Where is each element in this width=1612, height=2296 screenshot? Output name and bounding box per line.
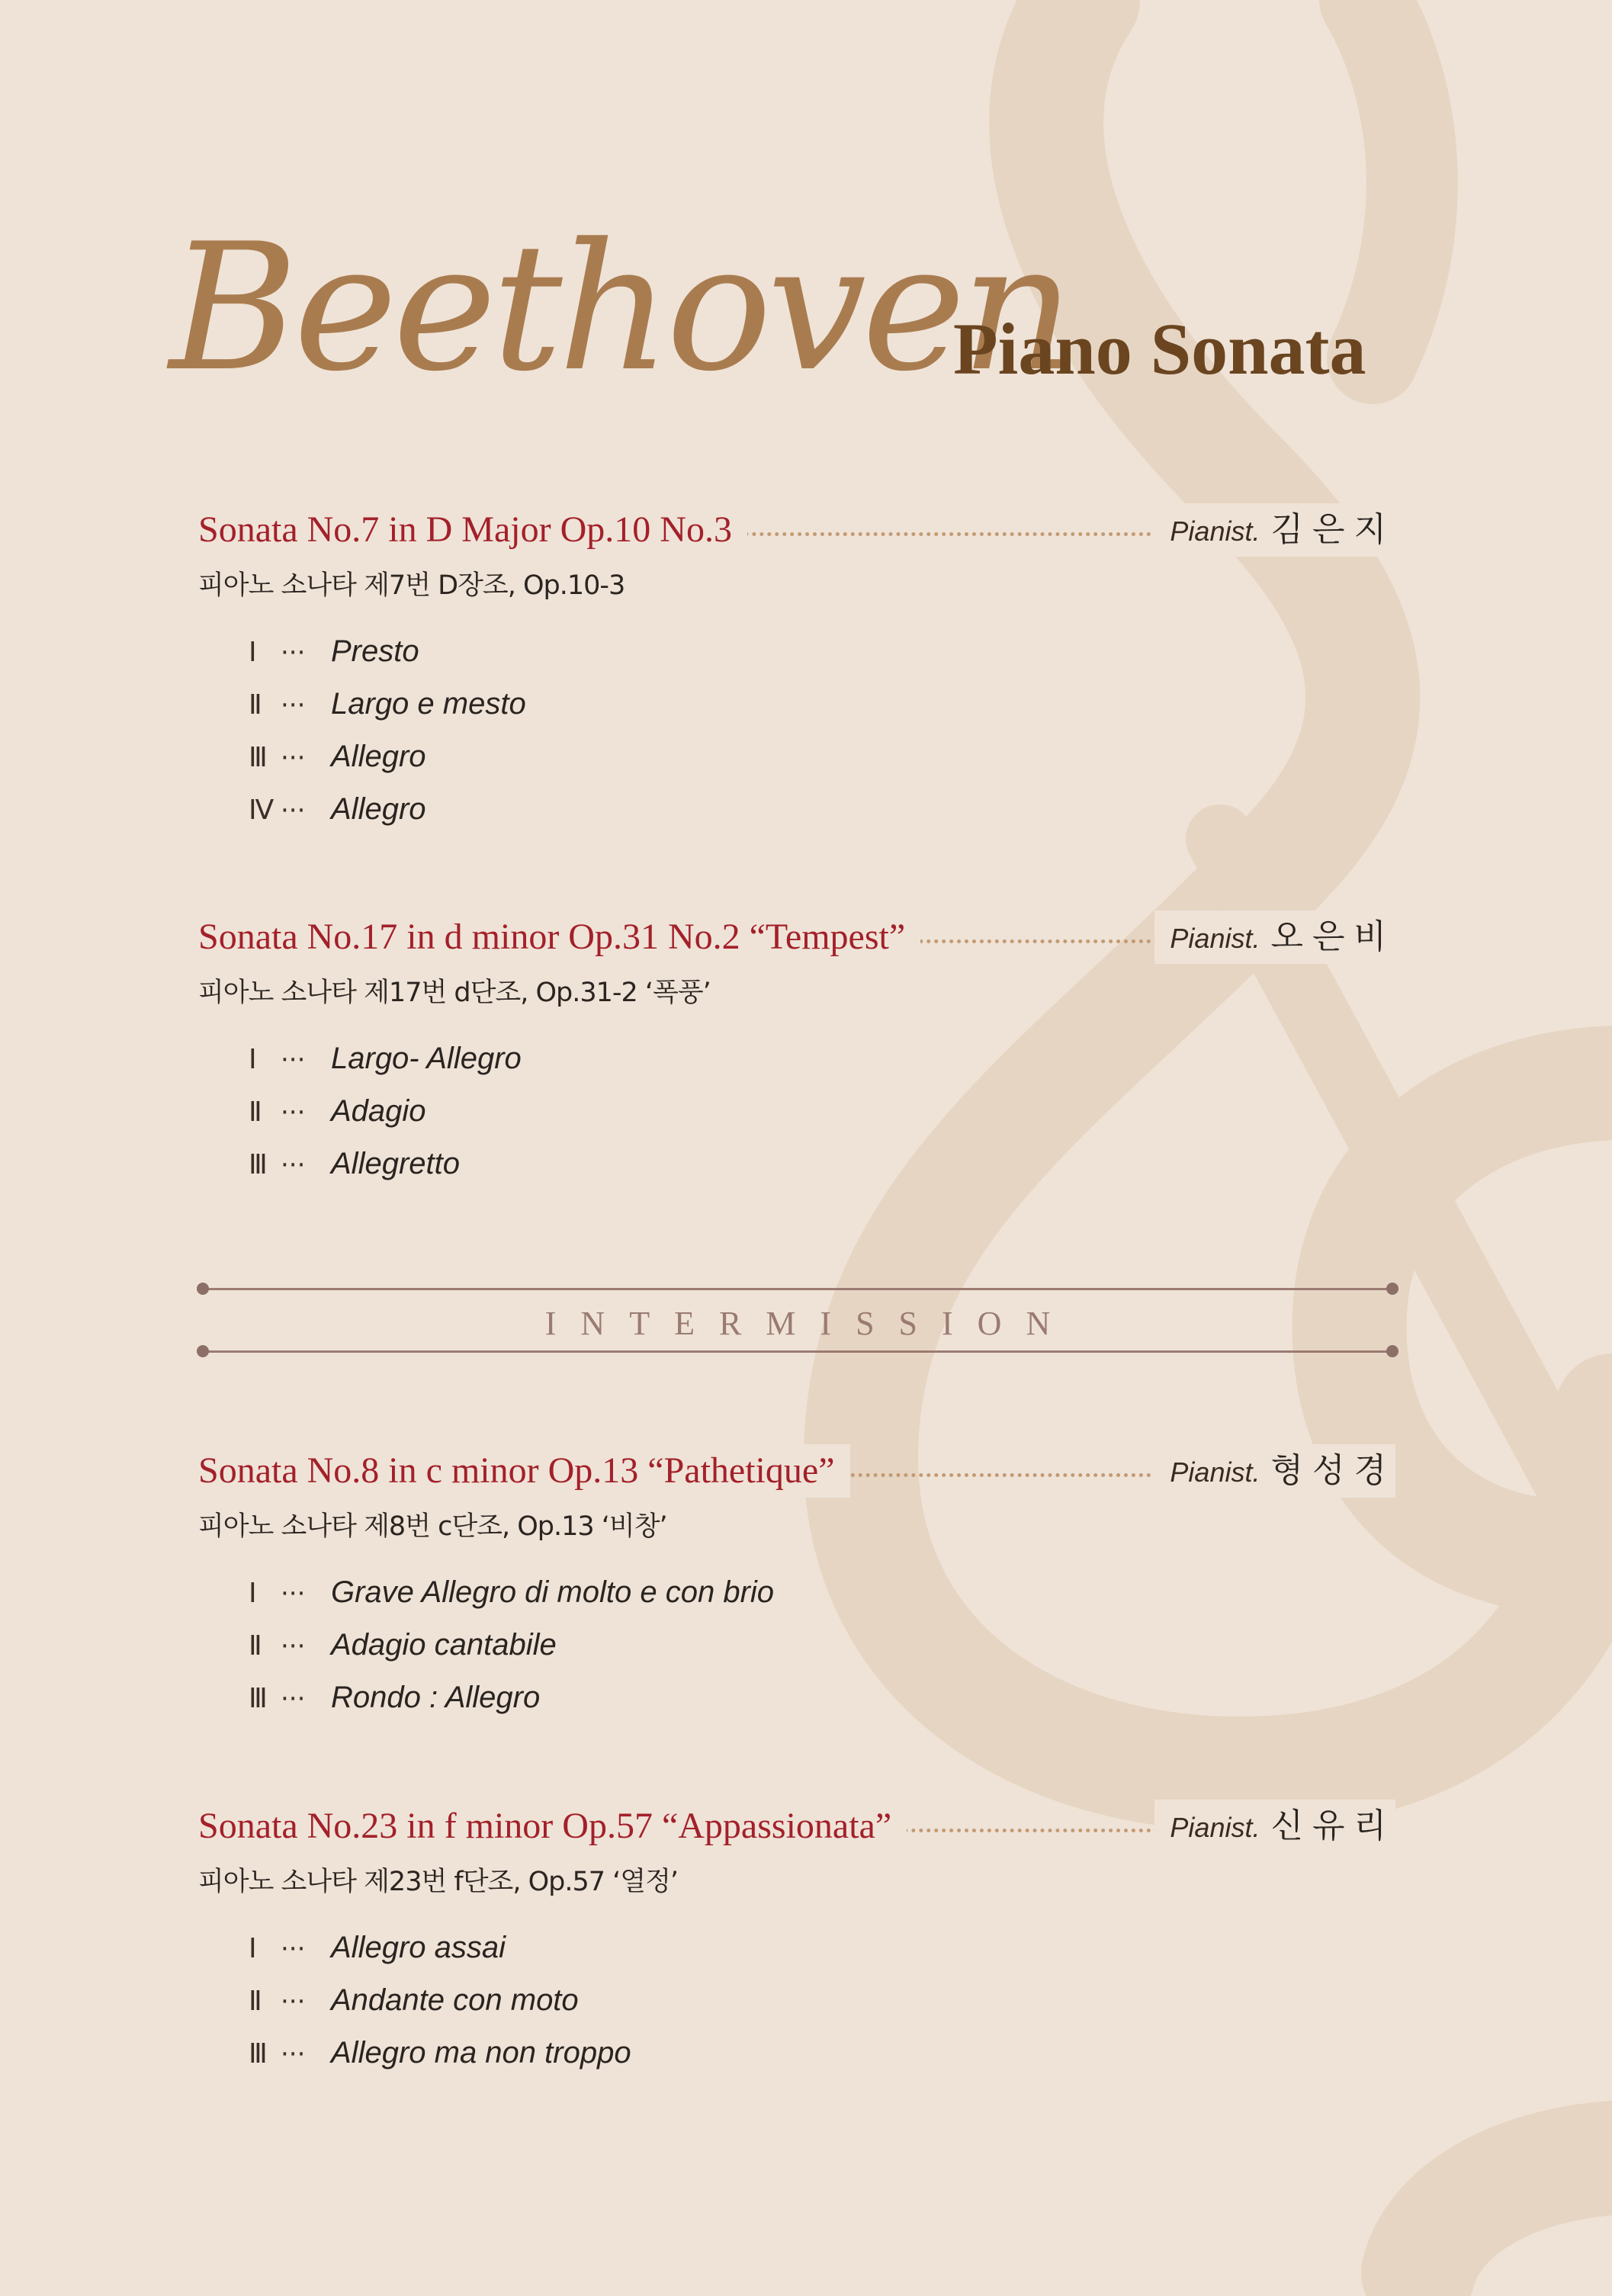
sonata-section: [198, 910, 1395, 1190]
sonata-title: Sonata No.23 in f minor Op.57 “Appassionata”: [198, 1800, 907, 1853]
movement-item: [249, 1085, 1395, 1138]
beethoven-title: Beethoven: [169, 207, 1070, 410]
divider-dot: [1386, 1283, 1398, 1295]
pianist-name: 김은지: [1270, 510, 1395, 549]
movement-name: Andante con moto: [331, 1983, 579, 2017]
movement-name: Allegro: [331, 792, 426, 826]
movement-dots: ···: [281, 1934, 306, 1964]
movement-item: [249, 1138, 1395, 1190]
sonata-section: [198, 1800, 1395, 2079]
divider-line-bottom: [203, 1350, 1392, 1353]
movement-number: Ⅳ: [249, 795, 275, 825]
intermission-divider: [197, 1278, 1398, 1362]
pianist-name: 오은비: [1270, 917, 1395, 956]
movement-number: Ⅰ: [249, 1933, 257, 1964]
movement-number: Ⅱ: [249, 1630, 262, 1661]
sonata-header: [198, 1800, 1395, 1853]
movement-dots: ···: [281, 1684, 306, 1714]
movement-number: Ⅱ: [249, 1097, 262, 1127]
movement-list: [198, 1922, 1395, 2079]
movement-item: [249, 1566, 1395, 1619]
piano-sonata-subtitle: Piano Sonata: [953, 308, 1366, 390]
movement-name: Rondo : Allegro: [331, 1681, 541, 1714]
movement-dots: ···: [281, 637, 306, 668]
movement-name: Adagio: [331, 1094, 426, 1128]
sonata-section: [198, 503, 1395, 836]
movement-number: Ⅱ: [249, 689, 262, 720]
movement-name: Largo- Allegro: [331, 1042, 522, 1075]
pianist-label: Pianist.: [1170, 515, 1260, 547]
sonata-header: [198, 910, 1395, 964]
sonata-title: Sonata No.7 in D Major Op.10 No.3: [198, 503, 747, 557]
pianist-credit: [1154, 1444, 1395, 1498]
movement-item: [249, 1922, 1395, 1974]
korean-title: 피아노 소나타 제8번 c단조, Op.13 ‘비창’: [198, 1511, 667, 1542]
korean-title: 피아노 소나타 제17번 d단조, Op.31-2 ‘폭풍’: [198, 978, 711, 1008]
pianist-label: Pianist.: [1170, 923, 1260, 954]
movement-dots: ···: [281, 690, 306, 721]
sonata-header: [198, 1444, 1395, 1498]
movement-number: Ⅲ: [249, 1149, 268, 1180]
divider-dot: [197, 1345, 209, 1357]
movement-name: Grave Allegro di molto e con brio: [331, 1575, 775, 1609]
movement-list: [198, 1566, 1395, 1724]
movement-item: [249, 731, 1395, 783]
movement-item: [249, 783, 1395, 836]
sonata-title: Sonata No.8 in c minor Op.13 “Pathetique”: [198, 1444, 850, 1498]
pianist-credit: [1154, 1800, 1395, 1853]
intermission-label: INTERMISSION: [544, 1305, 1075, 1342]
movement-number: Ⅰ: [249, 637, 257, 667]
movement-name: Presto: [331, 634, 419, 668]
sonata-section: [198, 1444, 1395, 1724]
divider-dot: [197, 1283, 209, 1295]
movement-name: Allegretto: [331, 1147, 460, 1180]
movement-item: [249, 1671, 1395, 1724]
movement-dots: ···: [281, 1150, 306, 1180]
movement-item: [249, 678, 1395, 731]
movement-item: [249, 1619, 1395, 1671]
pianist-name: 신유리: [1270, 1806, 1395, 1845]
divider-dot: [1386, 1345, 1398, 1357]
movement-name: Adagio cantabile: [331, 1628, 557, 1662]
movement-number: Ⅰ: [249, 1578, 257, 1608]
movement-item: [249, 1974, 1395, 2027]
movement-name: Allegro: [331, 740, 426, 773]
divider-line-top: [203, 1288, 1392, 1290]
movement-number: Ⅲ: [249, 1683, 268, 1713]
movement-dots: ···: [281, 1097, 306, 1128]
movement-item: [249, 1032, 1395, 1085]
movement-item: [249, 2027, 1395, 2079]
movement-dots: ···: [281, 1986, 306, 2017]
pianist-label: Pianist.: [1170, 1456, 1260, 1488]
sonata-header: [198, 503, 1395, 557]
pianist-credit: [1154, 910, 1395, 964]
pianist-credit: [1154, 503, 1395, 557]
movement-item: [249, 625, 1395, 678]
movement-number: Ⅱ: [249, 1986, 262, 2016]
movement-dots: ···: [281, 1631, 306, 1662]
pianist-label: Pianist.: [1170, 1812, 1260, 1843]
movement-dots: ···: [281, 1578, 306, 1609]
movement-number: Ⅰ: [249, 1044, 257, 1074]
movement-dots: ···: [281, 743, 306, 773]
movement-number: Ⅲ: [249, 2038, 268, 2069]
movement-number: Ⅲ: [249, 742, 268, 772]
movement-dots: ···: [281, 1045, 306, 1075]
korean-title: 피아노 소나타 제23번 f단조, Op.57 ‘열정’: [198, 1867, 679, 1897]
movement-dots: ···: [281, 2039, 306, 2070]
movement-list: [198, 1032, 1395, 1190]
movement-name: Allegro assai: [331, 1931, 506, 1964]
pianist-name: 형성경: [1270, 1451, 1395, 1490]
movement-name: Largo e mesto: [331, 687, 526, 721]
movement-dots: ···: [281, 795, 306, 826]
movement-list: [198, 625, 1395, 836]
movement-name: Allegro ma non troppo: [331, 2036, 631, 2070]
sonata-title: Sonata No.17 in d minor Op.31 No.2 “Tempest”: [198, 910, 920, 964]
korean-title: 피아노 소나타 제7번 D장조, Op.10-3: [198, 570, 625, 601]
